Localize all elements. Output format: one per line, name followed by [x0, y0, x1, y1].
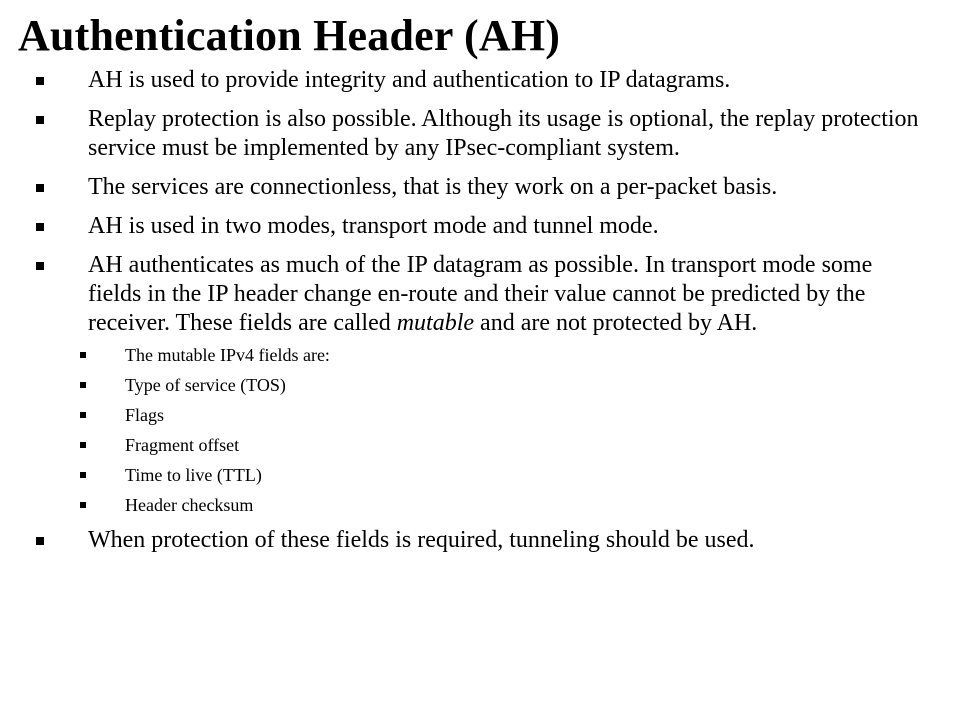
bullet-item — [0, 251, 960, 338]
bullet-square-icon — [80, 502, 86, 508]
bullet-item — [0, 173, 960, 202]
bullet-text: AH is used in two modes, transport mode and tunnel mode. — [88, 213, 659, 239]
bullet-square-icon — [36, 537, 44, 545]
emphasis-term: mutable — [396, 310, 475, 336]
bullet-square-icon — [36, 116, 44, 124]
bullet-text: AH is used to provide integrity and authentication to IP datagrams. — [88, 67, 731, 93]
bullet-square-icon — [80, 352, 86, 358]
bullet-text: When protection of these fields is required, tunneling should be used. — [88, 527, 755, 553]
bullet-text-part: AH authenticates as much of the IP datagram as possible. In transport mode some fields in the IP header change en-route and their value cannot be predicted by the receiver. These fields are called — [88, 252, 873, 336]
sub-bullet-text: Header checksum — [125, 495, 254, 515]
bullet-square-icon — [36, 262, 44, 270]
sub-bullet-text: Fragment offset — [125, 435, 240, 455]
sub-bullet-item — [0, 434, 960, 456]
sub-bullet-text: Time to live (TTL) — [125, 465, 262, 485]
bullet-square-icon — [36, 77, 44, 85]
sub-bullet-text: Flags — [125, 405, 165, 425]
bullet-square-icon — [36, 184, 44, 192]
bullet-item — [0, 212, 960, 241]
bullet-square-icon — [36, 223, 44, 231]
bullet-text-part: and are not protected by AH. — [474, 310, 758, 336]
sub-bullet-text: Type of service (TOS) — [125, 375, 286, 395]
bullet-text: Replay protection is also possible. Although its usage is optional, the replay protection service must be implemented by any IPsec-compliant system. — [88, 106, 919, 161]
bullet-item — [0, 526, 960, 555]
sub-bullet-item — [0, 494, 960, 516]
sub-bullet-item — [0, 374, 960, 396]
sub-bullet-text: The mutable IPv4 fields are: — [125, 345, 330, 365]
bullet-square-icon — [80, 472, 86, 478]
sub-bullet-item — [0, 464, 960, 486]
sub-bullet-item — [0, 404, 960, 426]
bullet-text: The services are connectionless, that is they work on a per-packet basis. — [88, 174, 778, 200]
bullet-square-icon — [80, 382, 86, 388]
slide-title: Authentication Header (AH) — [18, 11, 561, 60]
sub-bullet-group — [0, 344, 960, 516]
bullet-square-icon — [80, 412, 86, 418]
bullet-square-icon — [80, 442, 86, 448]
bullet-item — [0, 105, 960, 163]
bullet-list — [0, 66, 960, 565]
sub-bullet-item — [0, 344, 960, 366]
bullet-item — [0, 66, 960, 95]
